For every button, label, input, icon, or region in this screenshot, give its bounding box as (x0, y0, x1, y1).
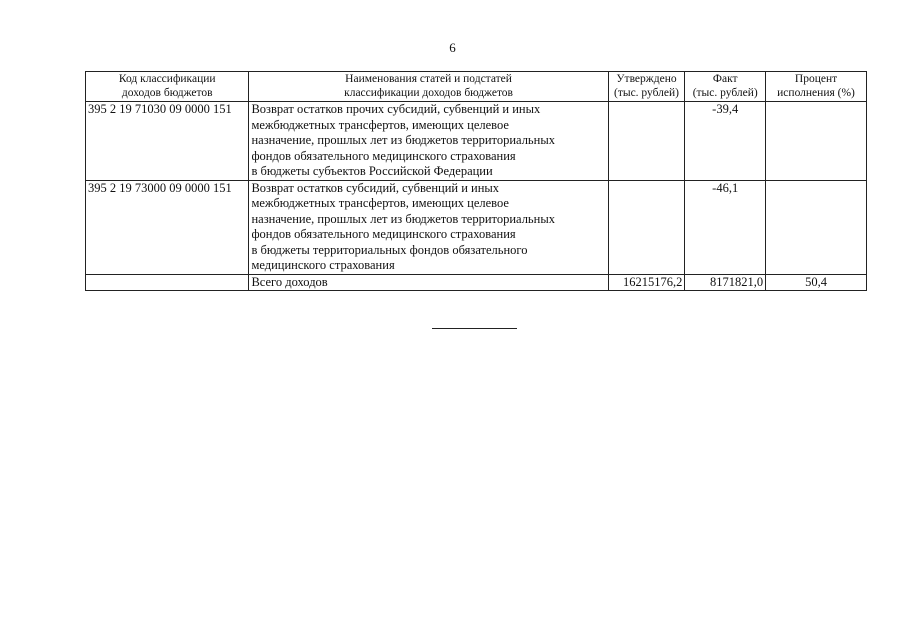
row-approved (608, 180, 685, 274)
header-name: Наименования статей и подстатей классификации доходов бюджетов (249, 72, 608, 102)
row-percent (766, 180, 867, 274)
header-code: Код классификации доходов бюджетов (86, 72, 249, 102)
header-fact: Факт (тыс. рублей) (685, 72, 766, 102)
table-row (86, 180, 867, 274)
total-fact: 8171821,0 (685, 274, 766, 291)
row-code: 395 2 19 73000 09 0000 151 (86, 180, 249, 274)
table-row (86, 102, 867, 181)
total-row (86, 274, 867, 291)
page-number: 6 (449, 40, 456, 55)
end-divider (432, 328, 517, 329)
row-percent (766, 102, 867, 181)
row-fact: -46,1 (685, 180, 766, 274)
header-percent: Процент исполнения (%) (766, 72, 867, 102)
total-label: Всего доходов (249, 274, 608, 291)
total-code (86, 274, 249, 291)
row-fact: -39,4 (685, 102, 766, 181)
total-percent: 50,4 (766, 274, 867, 291)
row-name: Возврат остатков субсидий, субвенций и иных межбюджетных трансфертов, имеющих целевое назначение, прошлых лет из бюджетов территориальных фондов обязательного медицинского страхования в бюджеты территориальных фондов обязательного медицинского страхования (249, 180, 608, 274)
row-approved (608, 102, 685, 181)
row-code: 395 2 19 71030 09 0000 151 (86, 102, 249, 181)
total-approved: 16215176,2 (608, 274, 685, 291)
header-approved: Утверждено (тыс. рублей) (608, 72, 685, 102)
budget-income-table (85, 71, 867, 291)
table-header-row (86, 72, 867, 102)
row-name: Возврат остатков прочих субсидий, субвенций и иных межбюджетных трансфертов, имеющих целевое назначение, прошлых лет из бюджетов территориальных фондов обязательного медицинского страхования в бюджеты субъектов Российской Федерации (249, 102, 608, 181)
